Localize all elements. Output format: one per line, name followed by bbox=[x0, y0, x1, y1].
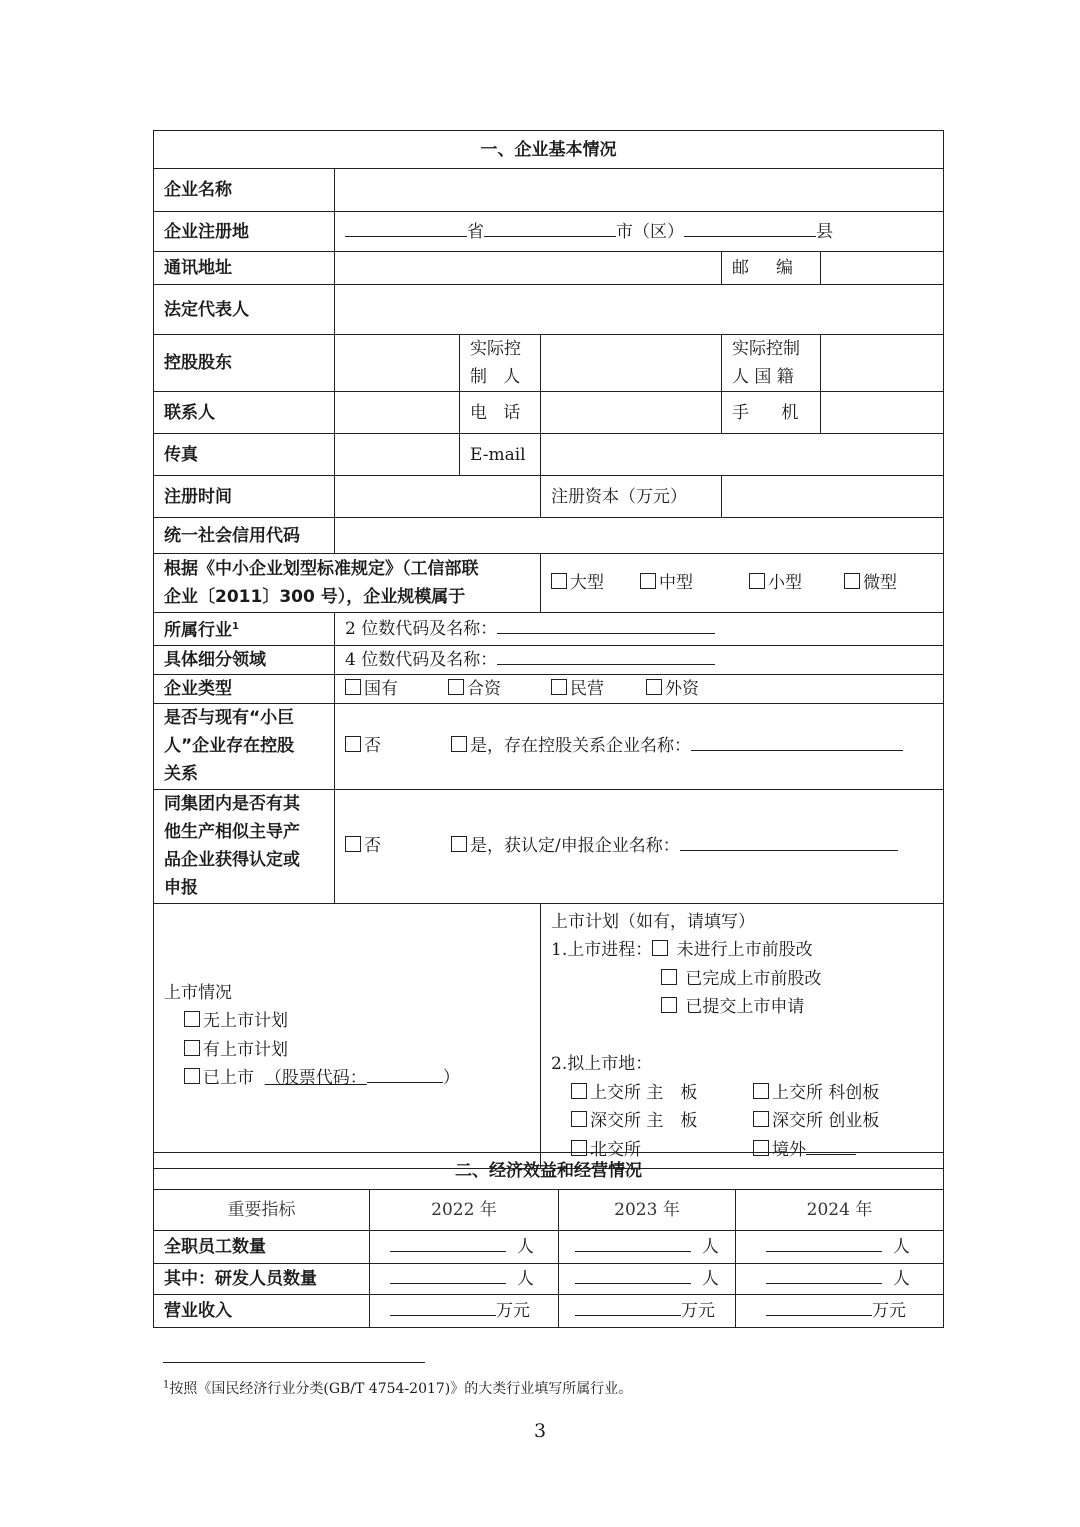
venue-label-text: 北交所 bbox=[590, 1139, 641, 1160]
email-field[interactable] bbox=[541, 434, 944, 476]
value-cell-2022[interactable] bbox=[370, 1231, 559, 1264]
table-row bbox=[154, 1295, 944, 1328]
controller-label bbox=[460, 335, 541, 392]
industry-field[interactable] bbox=[335, 613, 944, 646]
checkbox[interactable] bbox=[749, 573, 765, 589]
address-field[interactable] bbox=[335, 252, 722, 285]
group-label-line2: 他生产相似主导产 bbox=[164, 822, 300, 843]
unit-label: 人 bbox=[892, 1269, 910, 1289]
row-label: 其中：研发人员数量 bbox=[154, 1264, 370, 1295]
city-blank[interactable] bbox=[484, 218, 616, 237]
legal-rep-field[interactable] bbox=[335, 285, 944, 335]
progress-label: 1.上市进程： bbox=[551, 940, 653, 961]
company-name-label: 企业名称 bbox=[154, 169, 335, 212]
county-blank[interactable] bbox=[684, 218, 816, 237]
holding-label: 控股股东 bbox=[154, 335, 335, 392]
type-option-foreign[interactable] bbox=[646, 675, 699, 703]
checkbox[interactable] bbox=[345, 836, 361, 852]
value-cell-2022[interactable] bbox=[370, 1264, 559, 1295]
venue-sse-star[interactable] bbox=[753, 1083, 879, 1103]
section1-title: 一、企业基本情况 bbox=[154, 131, 944, 169]
scale-option-label: 大型 bbox=[570, 573, 604, 593]
unit-label: 人 bbox=[516, 1237, 534, 1257]
company-type-options bbox=[335, 674, 944, 703]
progress-option-label: 未进行上市前股改 bbox=[676, 940, 813, 961]
progress-row-1 bbox=[551, 936, 933, 965]
venue-label-text: 境外 bbox=[772, 1139, 806, 1160]
checkbox[interactable] bbox=[661, 997, 677, 1013]
unit-label: 人 bbox=[701, 1237, 719, 1257]
reg-time-label: 注册时间 bbox=[154, 476, 335, 518]
unit-label: 万元 bbox=[496, 1301, 530, 1321]
checkbox[interactable] bbox=[345, 679, 361, 695]
nationality-label-line1: 实际控制 bbox=[732, 339, 800, 359]
checkbox[interactable] bbox=[646, 679, 662, 695]
holding-field[interactable] bbox=[335, 335, 460, 392]
industry-blank[interactable] bbox=[497, 615, 715, 634]
nationality-label-line2: 人 国 籍 bbox=[732, 367, 794, 387]
type-option-label: 国有 bbox=[364, 678, 398, 699]
giant-yes-label: 是，存在控股关系企业名称： bbox=[470, 736, 691, 757]
type-option-label: 合资 bbox=[467, 678, 501, 699]
unit-label: 人 bbox=[516, 1269, 534, 1289]
venue-row-1 bbox=[551, 1079, 933, 1108]
stock-code-blank[interactable] bbox=[367, 1064, 443, 1083]
company-name-field[interactable] bbox=[335, 169, 944, 212]
value-blank[interactable] bbox=[390, 1297, 496, 1316]
phone-label: 电 话 bbox=[460, 392, 541, 434]
progress-option-2[interactable] bbox=[551, 965, 933, 994]
controller-field[interactable] bbox=[541, 335, 722, 392]
col-header-2022: 2022 年 bbox=[370, 1190, 559, 1231]
reg-place-label: 企业注册地 bbox=[154, 212, 335, 252]
footnote-text: 按照《国民经济行业分类(GB/T 4754-2017)》的大类行业填写所属行业。 bbox=[169, 1381, 633, 1397]
nationality-field[interactable] bbox=[821, 335, 944, 392]
fax-field[interactable] bbox=[335, 434, 460, 476]
footnote-mark: 1 bbox=[163, 1379, 170, 1391]
checkbox[interactable] bbox=[571, 1111, 587, 1127]
subfield-blank[interactable] bbox=[497, 646, 715, 665]
mobile-field[interactable] bbox=[821, 392, 944, 434]
venue-row-2 bbox=[551, 1107, 933, 1136]
contact-field[interactable] bbox=[335, 392, 460, 434]
giant-label-line1: 是否与现有“小巨 bbox=[164, 708, 295, 729]
email-label: E-mail bbox=[460, 434, 541, 476]
value-cell-2023[interactable] bbox=[559, 1295, 736, 1328]
checkbox[interactable] bbox=[661, 969, 677, 985]
value-blank[interactable] bbox=[766, 1233, 882, 1252]
capital-field[interactable] bbox=[722, 476, 944, 518]
phone-field[interactable] bbox=[541, 392, 722, 434]
group-option-yes[interactable] bbox=[451, 836, 680, 856]
table-row bbox=[154, 1264, 944, 1295]
type-option-label: 外资 bbox=[665, 678, 699, 699]
scale-label-line1: 根据《中小企业划型标准规定》（工信部联 bbox=[164, 559, 479, 579]
giant-label-line2: 人”企业存在控股 bbox=[164, 736, 295, 757]
contact-label: 联系人 bbox=[154, 392, 335, 434]
type-option-joint[interactable] bbox=[448, 675, 501, 703]
giant-label-line3: 关系 bbox=[164, 764, 198, 785]
progress-option-label: 已完成上市前股改 bbox=[685, 968, 822, 989]
col-header-indicator: 重要指标 bbox=[154, 1190, 370, 1231]
listing-status-listed[interactable] bbox=[164, 1064, 530, 1093]
scale-option-label: 中型 bbox=[659, 573, 693, 593]
venue-label-text: 上交所 科创板 bbox=[772, 1082, 880, 1103]
scale-options bbox=[541, 554, 944, 613]
group-company-blank[interactable] bbox=[680, 832, 898, 851]
postcode-label: 邮 编 bbox=[722, 252, 821, 285]
checkbox[interactable] bbox=[345, 736, 361, 752]
mobile-label: 手 机 bbox=[722, 392, 821, 434]
spacer bbox=[551, 1022, 933, 1051]
giant-option-yes[interactable] bbox=[451, 736, 691, 756]
checkbox[interactable] bbox=[184, 1068, 200, 1084]
giant-company-blank[interactable] bbox=[691, 732, 903, 751]
reg-time-field[interactable] bbox=[335, 476, 541, 518]
value-cell-2024[interactable] bbox=[736, 1264, 944, 1295]
unit-label: 万元 bbox=[872, 1301, 906, 1321]
value-cell-2024[interactable] bbox=[736, 1231, 944, 1264]
postcode-field[interactable] bbox=[821, 252, 944, 285]
group-option-no[interactable] bbox=[345, 832, 381, 860]
scale-option-label: 微型 bbox=[863, 573, 897, 593]
group-no-label: 否 bbox=[364, 836, 381, 857]
checkbox[interactable] bbox=[184, 1011, 200, 1027]
fax-label: 传真 bbox=[154, 434, 335, 476]
scale-option-micro[interactable] bbox=[844, 569, 897, 597]
checkbox[interactable] bbox=[184, 1040, 200, 1056]
value-blank[interactable] bbox=[575, 1233, 691, 1252]
value-blank[interactable] bbox=[766, 1297, 872, 1316]
group-label bbox=[154, 789, 335, 903]
type-option-private[interactable] bbox=[551, 675, 604, 703]
industry-label bbox=[154, 613, 335, 646]
col-header-2023: 2023 年 bbox=[559, 1190, 736, 1231]
nationality-label bbox=[722, 335, 821, 392]
legal-rep-label: 法定代表人 bbox=[154, 285, 335, 335]
group-label-line4: 申报 bbox=[164, 878, 198, 899]
venue-label-text: 深交所 创业板 bbox=[772, 1111, 880, 1132]
scale-label-line2: 企业〔2011〕300 号），企业规模属于 bbox=[164, 587, 466, 607]
page-number: 3 bbox=[533, 1420, 547, 1442]
address-label: 通讯地址 bbox=[154, 252, 335, 285]
value-cell-2024[interactable] bbox=[736, 1295, 944, 1328]
giant-options bbox=[335, 703, 944, 789]
listing-status-planned[interactable] bbox=[164, 1036, 530, 1065]
row-label: 营业收入 bbox=[154, 1295, 370, 1328]
group-label-line3: 品企业获得认定或 bbox=[164, 850, 300, 871]
listing-status-none[interactable] bbox=[164, 1007, 530, 1036]
section2-title: 二、经济效益和经营情况 bbox=[154, 1153, 944, 1190]
checkbox[interactable] bbox=[448, 679, 464, 695]
value-cell-2023[interactable] bbox=[559, 1231, 736, 1264]
venue-szse-gem[interactable] bbox=[753, 1111, 879, 1131]
industry-label-text: 所属行业 bbox=[164, 620, 232, 641]
subfield-prompt: 4 位数代码及名称： bbox=[345, 649, 498, 670]
listing-status-title: 上市情况 bbox=[164, 982, 232, 1003]
capital-label: 注册资本（万元） bbox=[541, 476, 722, 518]
credit-code-label: 统一社会信用代码 bbox=[154, 518, 335, 554]
industry-prompt: 2 位数代码及名称： bbox=[345, 618, 498, 639]
value-blank[interactable] bbox=[390, 1233, 506, 1252]
value-blank[interactable] bbox=[575, 1265, 691, 1284]
scale-option-large[interactable] bbox=[551, 569, 604, 597]
venue-label-text: 深交所 主 板 bbox=[590, 1111, 698, 1132]
venue-szse-main[interactable] bbox=[571, 1107, 753, 1136]
company-type-label: 企业类型 bbox=[154, 674, 335, 703]
progress-option-1[interactable] bbox=[652, 940, 812, 960]
giant-label bbox=[154, 703, 335, 789]
value-blank[interactable] bbox=[575, 1297, 681, 1316]
unit-label: 万元 bbox=[681, 1301, 715, 1321]
type-option-state[interactable] bbox=[345, 675, 398, 703]
reg-place-field[interactable] bbox=[335, 212, 944, 252]
unit-label: 人 bbox=[892, 1237, 910, 1257]
scale-option-medium[interactable] bbox=[640, 569, 693, 597]
listing-status-label: 有上市计划 bbox=[203, 1039, 288, 1060]
unit-label: 人 bbox=[701, 1269, 719, 1289]
progress-option-3[interactable] bbox=[551, 993, 933, 1022]
checkbox[interactable] bbox=[640, 573, 656, 589]
city-suffix: 市（区） bbox=[616, 221, 684, 242]
value-cell-2022[interactable] bbox=[370, 1295, 559, 1328]
group-yes-label: 是，获认定/申报企业名称： bbox=[470, 836, 680, 857]
scale-option-small[interactable] bbox=[749, 569, 802, 597]
province-suffix: 省 bbox=[467, 221, 484, 242]
controller-label-line1: 实际控 bbox=[470, 339, 521, 359]
giant-no-label: 否 bbox=[364, 736, 381, 757]
county-suffix: 县 bbox=[816, 221, 833, 242]
industry-footnote-mark: 1 bbox=[232, 621, 239, 632]
checkbox[interactable] bbox=[551, 679, 567, 695]
giant-option-no[interactable] bbox=[345, 732, 381, 760]
row-label: 全职员工数量 bbox=[154, 1231, 370, 1264]
listing-plan bbox=[541, 903, 944, 1169]
checkbox[interactable] bbox=[451, 736, 467, 752]
col-header-2024: 2024 年 bbox=[736, 1190, 944, 1231]
type-option-label: 民营 bbox=[570, 678, 604, 699]
venue-sse-main[interactable] bbox=[571, 1079, 753, 1108]
checkbox[interactable] bbox=[551, 573, 567, 589]
progress-option-label: 已提交上市申请 bbox=[685, 997, 805, 1018]
listing-status-label: 无上市计划 bbox=[203, 1011, 288, 1032]
venue-label: 2.拟上市地： bbox=[551, 1054, 653, 1075]
controller-label-line2: 制 人 bbox=[470, 367, 521, 387]
group-options bbox=[335, 789, 944, 903]
group-label-line1: 同集团内是否有其 bbox=[164, 794, 300, 815]
credit-code-field[interactable] bbox=[335, 518, 944, 554]
venue-label-text: 上交所 主 板 bbox=[590, 1082, 698, 1103]
province-blank[interactable] bbox=[345, 218, 467, 237]
checkbox[interactable] bbox=[753, 1111, 769, 1127]
scale-option-label: 小型 bbox=[768, 573, 802, 593]
subfield-label: 具体细分领域 bbox=[154, 645, 335, 674]
section1-table bbox=[153, 130, 944, 1169]
checkbox[interactable] bbox=[571, 1083, 587, 1099]
listing-status-label: 已上市 bbox=[203, 1068, 254, 1089]
value-blank[interactable] bbox=[390, 1265, 506, 1284]
stock-code-close: ） bbox=[442, 1068, 460, 1089]
listing-plan-title: 上市计划（如有，请填写） bbox=[551, 911, 755, 932]
value-blank[interactable] bbox=[766, 1265, 882, 1284]
scale-label bbox=[154, 554, 541, 613]
checkbox[interactable] bbox=[451, 836, 467, 852]
checkbox[interactable] bbox=[753, 1083, 769, 1099]
table-row bbox=[154, 1231, 944, 1264]
subfield-field[interactable] bbox=[335, 645, 944, 674]
footnote-divider bbox=[163, 1362, 425, 1363]
value-cell-2023[interactable] bbox=[559, 1264, 736, 1295]
listing-status bbox=[154, 903, 541, 1169]
section2-table bbox=[153, 1152, 944, 1328]
footnote bbox=[163, 1378, 632, 1398]
checkbox[interactable] bbox=[844, 573, 860, 589]
stock-code-label: （股票代码： bbox=[264, 1068, 367, 1089]
checkbox[interactable] bbox=[652, 940, 668, 956]
